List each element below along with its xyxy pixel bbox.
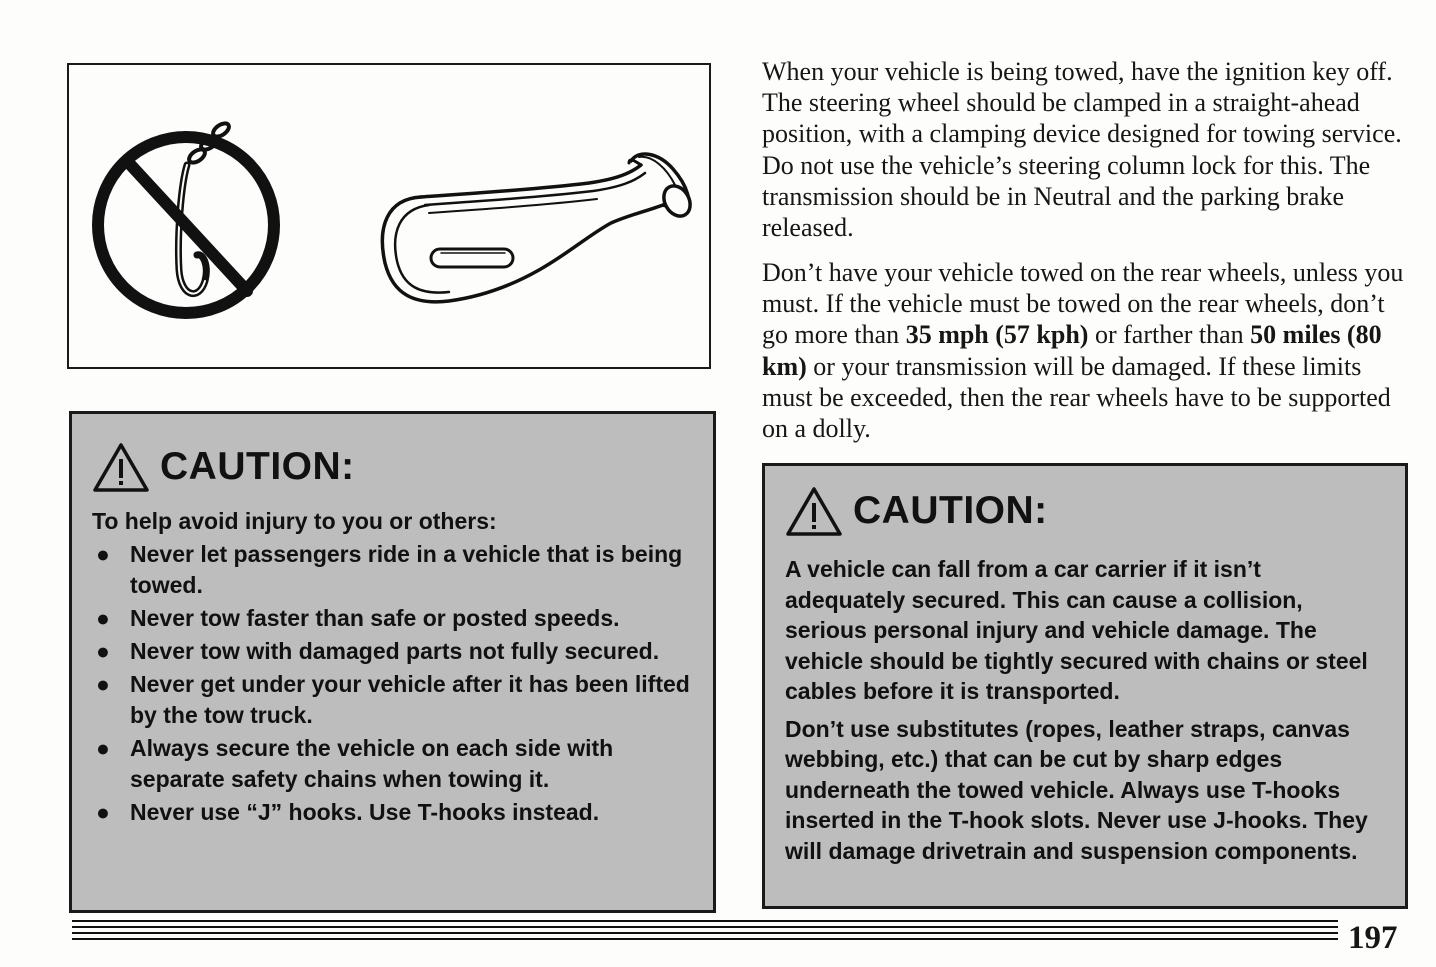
caution-list-item: [92, 636, 693, 667]
footer-rule-lines: [72, 918, 1338, 944]
body-paragraph-ignition: When your vehicle is being towed, have the ignition key off. The steering wheel should be clamped in a straight-ahead position, with a clamping device designed for towing service. Do not use the vehicle’s steering column lock for this. The transmission should be in Neutral and the parking brake released.: [762, 57, 1402, 243]
warning-triangle-icon: [92, 441, 150, 493]
body-paragraph-rear-wheels: [762, 257, 1412, 444]
bullet-icon: ●: [96, 799, 110, 825]
caution-paragraph-substitutes: Don’t use substitutes (ropes, leather straps, canvas webbing, etc.) that can be cut by sharp edges underneath the towed vehicle. Always use T-hooks inserted in the T-hook slots. Never use J-hooks. They will damage drivetrain and suspension components.: [785, 715, 1368, 864]
caution-title: CAUTION:: [160, 445, 355, 488]
caution-item-text: Never tow faster than safe or posted speeds.: [130, 605, 620, 631]
distance-limit: 50 miles (80 km): [762, 320, 1382, 381]
body-text-segment: Don’t have your vehicle towed on the rear wheels, unless you must. If the vehicle must be towed on the rear wheels, don’t go more than: [762, 258, 1404, 350]
caution-item-text: Never let passengers ride in a vehicle that is being towed.: [130, 541, 683, 598]
caution-header: [92, 438, 693, 496]
caution-header: [785, 482, 1385, 540]
caution-intro: To help avoid injury to you or others:: [92, 508, 497, 534]
page-number: 197: [1348, 920, 1398, 956]
speed-limit: 35 mph (57 kph): [905, 320, 1089, 350]
caution-list-item: [92, 797, 693, 828]
bullet-icon: ●: [96, 541, 110, 567]
bullet-icon: ●: [96, 638, 110, 664]
bullet-icon: ●: [96, 605, 110, 631]
no-j-hook-icon: [98, 121, 274, 313]
bullet-icon: ●: [96, 671, 110, 697]
caution-item-text: Never use “J” hooks. Use T-hooks instead.: [130, 799, 600, 825]
caution-list-item: [92, 669, 693, 731]
bullet-icon: ●: [96, 735, 110, 761]
caution-item-text: Always secure the vehicle on each side with separate safety chains when towing it.: [130, 735, 614, 792]
towing-illustration: [67, 63, 711, 369]
caution-list-item: [92, 733, 693, 795]
caution-list-item: [92, 603, 693, 634]
caution-item-text: Never tow with damaged parts not fully secured.: [130, 638, 660, 664]
caution-box-left: [69, 411, 716, 913]
illustration-svg: [69, 65, 709, 367]
t-hook-icon: [382, 154, 695, 302]
caution-list: [92, 539, 693, 828]
caution-list-item: [92, 539, 693, 601]
caution-paragraph-car-carrier: A vehicle can fall from a car carrier if it isn’t adequately secured. This can cause a collision, serious personal injury and vehicle damage. The vehicle should be tightly secured with chains or steel cables before it is transported.: [785, 556, 1368, 704]
caution-title: CAUTION:: [853, 489, 1048, 532]
caution-item-text: Never get under your vehicle after it has been lifted by the tow truck.: [130, 671, 690, 728]
body-text-segment: or your transmission will be damaged. If these limits must be exceeded, then the rear wheels have to be supported on a dolly.: [762, 351, 1391, 444]
caution-box-right: [762, 463, 1408, 909]
warning-triangle-icon: [785, 485, 843, 537]
body-text-segment: or farther than: [1088, 320, 1251, 350]
